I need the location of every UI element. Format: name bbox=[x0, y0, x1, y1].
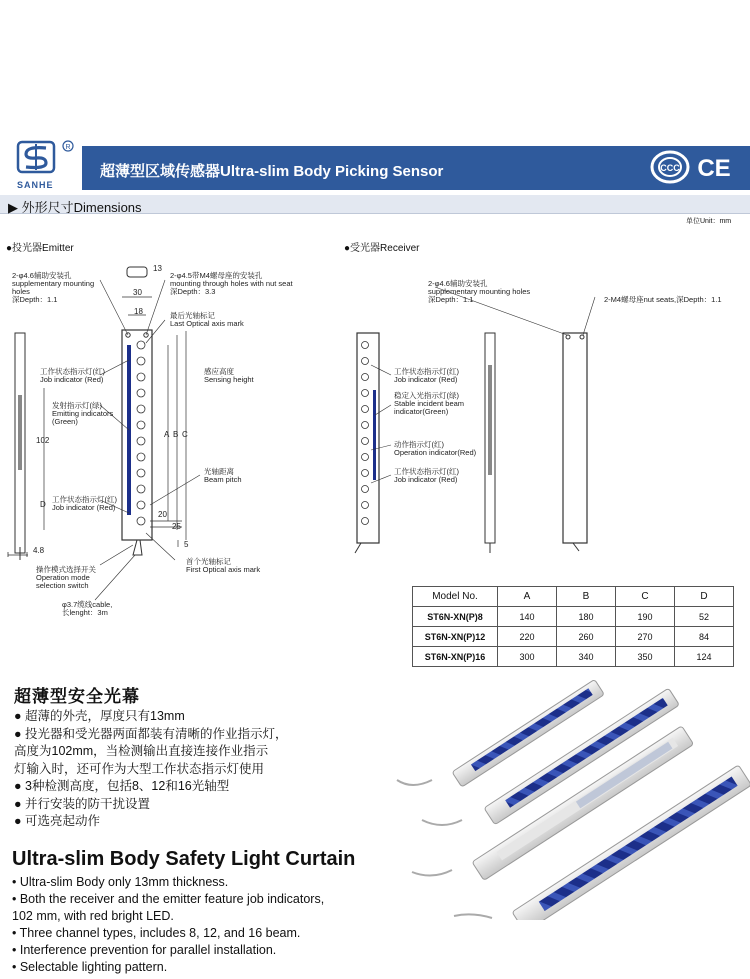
dim-5-label: 5 bbox=[184, 540, 189, 549]
table-cell: 350 bbox=[616, 647, 675, 667]
table-row bbox=[413, 627, 734, 647]
list-item: ● 投光器和受光器两面都装有清晰的作业指示灯， bbox=[14, 726, 288, 741]
ccc-mark-text: CCC bbox=[660, 163, 680, 173]
emitter-nut-label: 2-φ4.5带M4螺母座的安装孔 mounting through holes with nut seat 深Depth：3.3 bbox=[170, 271, 293, 296]
svg-text:R: R bbox=[65, 144, 71, 151]
spec-header-b: B bbox=[557, 587, 616, 607]
list-item: 102 mm, with red bright LED. bbox=[12, 909, 174, 923]
dim-30-label: 30 bbox=[133, 288, 142, 297]
table-cell: ST6N-XN(P)12 bbox=[413, 627, 498, 647]
table-cell: 260 bbox=[557, 627, 616, 647]
emitter-beam-pitch-label: 光轴距离 Beam pitch bbox=[204, 467, 242, 484]
certification-marks bbox=[646, 148, 742, 186]
ccc-mark-icon bbox=[652, 152, 688, 182]
emitter-heading: ●投光器Emitter bbox=[6, 243, 74, 254]
dim-18-label: 18 bbox=[134, 307, 143, 316]
table-cell: 190 bbox=[616, 607, 675, 627]
cn-feature-list bbox=[14, 708, 288, 831]
header-title: 超薄型区域传感器Ultra-slim Body Picking Sensor bbox=[100, 163, 444, 180]
list-item: ● 超薄的外壳，厚度只有13mm bbox=[14, 709, 185, 723]
table-cell: ST6N-XN(P)8 bbox=[413, 607, 498, 627]
en-feature-list bbox=[12, 874, 324, 976]
list-item: • Selectable lighting pattern. bbox=[12, 960, 168, 974]
dim-102-label: 102 bbox=[36, 436, 50, 445]
table-cell: 300 bbox=[498, 647, 557, 667]
list-item: 高度为102mm，当检测输出直接连接作业指示 bbox=[14, 744, 269, 758]
table-cell: 124 bbox=[675, 647, 734, 667]
dim-b-label: B bbox=[173, 430, 179, 439]
emitter-job-indicator-label: 工作状态指示灯(红) Job indicator (Red) bbox=[40, 367, 105, 384]
table-row bbox=[413, 607, 734, 627]
emitter-emitting-indicator-label: 发射指示灯(绿) Emitting indicators (Green) bbox=[52, 401, 114, 426]
table-cell: 84 bbox=[675, 627, 734, 647]
table-cell: ST6N-XN(P)16 bbox=[413, 647, 498, 667]
table-cell: 340 bbox=[557, 647, 616, 667]
emitter-job-indicator2-label: 工作状态指示灯(红) Job indicator (Red) bbox=[52, 495, 117, 512]
dim-20-label: 20 bbox=[158, 510, 167, 519]
spec-header-d: D bbox=[675, 587, 734, 607]
en-section-title: Ultra-slim Body Safety Light Curtain bbox=[12, 848, 356, 870]
dim-c-label: C bbox=[182, 430, 188, 439]
cable-icon bbox=[397, 780, 492, 918]
receiver-heading: ●受光器Receiver bbox=[344, 243, 420, 254]
cn-section-title: 超薄型安全光幕 bbox=[14, 687, 140, 706]
spec-header-c: C bbox=[616, 587, 675, 607]
table-cell: 140 bbox=[498, 607, 557, 627]
list-item: ● 可选亮起动作 bbox=[14, 814, 101, 828]
emitter-cable-label: φ3.7缆线cable, 长lenght：3m bbox=[62, 600, 113, 617]
emitter-first-axis-label: 首个光轴标记 First Optical axis mark bbox=[186, 557, 261, 574]
list-item: • Three channel types, includes 8, 12, and 16 beam. bbox=[12, 926, 301, 940]
list-item: • Interference prevention for parallel installation. bbox=[12, 943, 277, 957]
receiver-job-indicator-label: 工作状态指示灯(红) Job indicator (Red) bbox=[394, 367, 459, 384]
dimensions-title: ▶ 外形尺寸Dimensions bbox=[8, 200, 142, 215]
table-cell: 270 bbox=[616, 627, 675, 647]
dim-13-label: 13 bbox=[153, 264, 162, 273]
ce-mark-icon: CE bbox=[697, 155, 731, 182]
receiver-operation-indicator-label: 动作指示灯(红) Operation indicator(Red) bbox=[394, 440, 477, 457]
spec-header-a: A bbox=[498, 587, 557, 607]
dim-d-label: D bbox=[40, 500, 46, 509]
table-cell: 52 bbox=[675, 607, 734, 627]
dim-25-label: 25 bbox=[172, 522, 181, 531]
table-cell: 180 bbox=[557, 607, 616, 627]
list-item: • Both the receiver and the emitter feature job indicators, bbox=[12, 892, 325, 906]
spec-table-header-row bbox=[413, 587, 734, 607]
table-row bbox=[413, 647, 734, 667]
receiver-stable-indicator-label: 稳定入光指示灯(绿) Stable incident beam indicator(Green) bbox=[394, 391, 465, 416]
list-item: 灯输入时，还可作为大型工作状态指示灯使用 bbox=[14, 761, 265, 776]
list-item: • Ultra-slim Body only 13mm thickness. bbox=[12, 875, 229, 889]
table-cell: 220 bbox=[498, 627, 557, 647]
dim-a-label: A bbox=[164, 430, 170, 439]
product-photo bbox=[392, 680, 750, 920]
emitter-last-axis-label: 最后光轴标记 Last Optical axis mark bbox=[170, 311, 244, 328]
emitter-sensing-height-label: 感应高度 Sensing height bbox=[204, 367, 254, 384]
light-curtain-bar bbox=[452, 680, 604, 787]
receiver-hole-label: 2-φ4.6辅助安装孔 supplementary mounting holes 深Depth：1.1 bbox=[428, 279, 531, 304]
spec-header-model: Model No. bbox=[413, 587, 498, 607]
dim-48-label: 4.8 bbox=[33, 546, 45, 555]
list-item: ● 3种检测高度，包括8、12和16光轴型 bbox=[14, 779, 230, 793]
spec-table bbox=[412, 586, 734, 667]
list-item: ● 并行安装的防干扰设置 bbox=[14, 796, 151, 811]
emitter-switch-label: 操作模式选择开关 Operation mode selection switch bbox=[36, 565, 96, 590]
unit-label: 单位Unit：mm bbox=[686, 218, 732, 225]
emitter-hole-label: 2-φ4.6辅助安装孔 supplementary mounting holes 深Depth：1.1 bbox=[12, 271, 95, 304]
receiver-nut-label: 2-M4螺母座nut seats,深Depth：1.1 bbox=[604, 295, 722, 304]
receiver-job-indicator2-label: 工作状态指示灯(红) Job indicator (Red) bbox=[394, 467, 459, 484]
brand-name: SANHE bbox=[17, 180, 54, 190]
